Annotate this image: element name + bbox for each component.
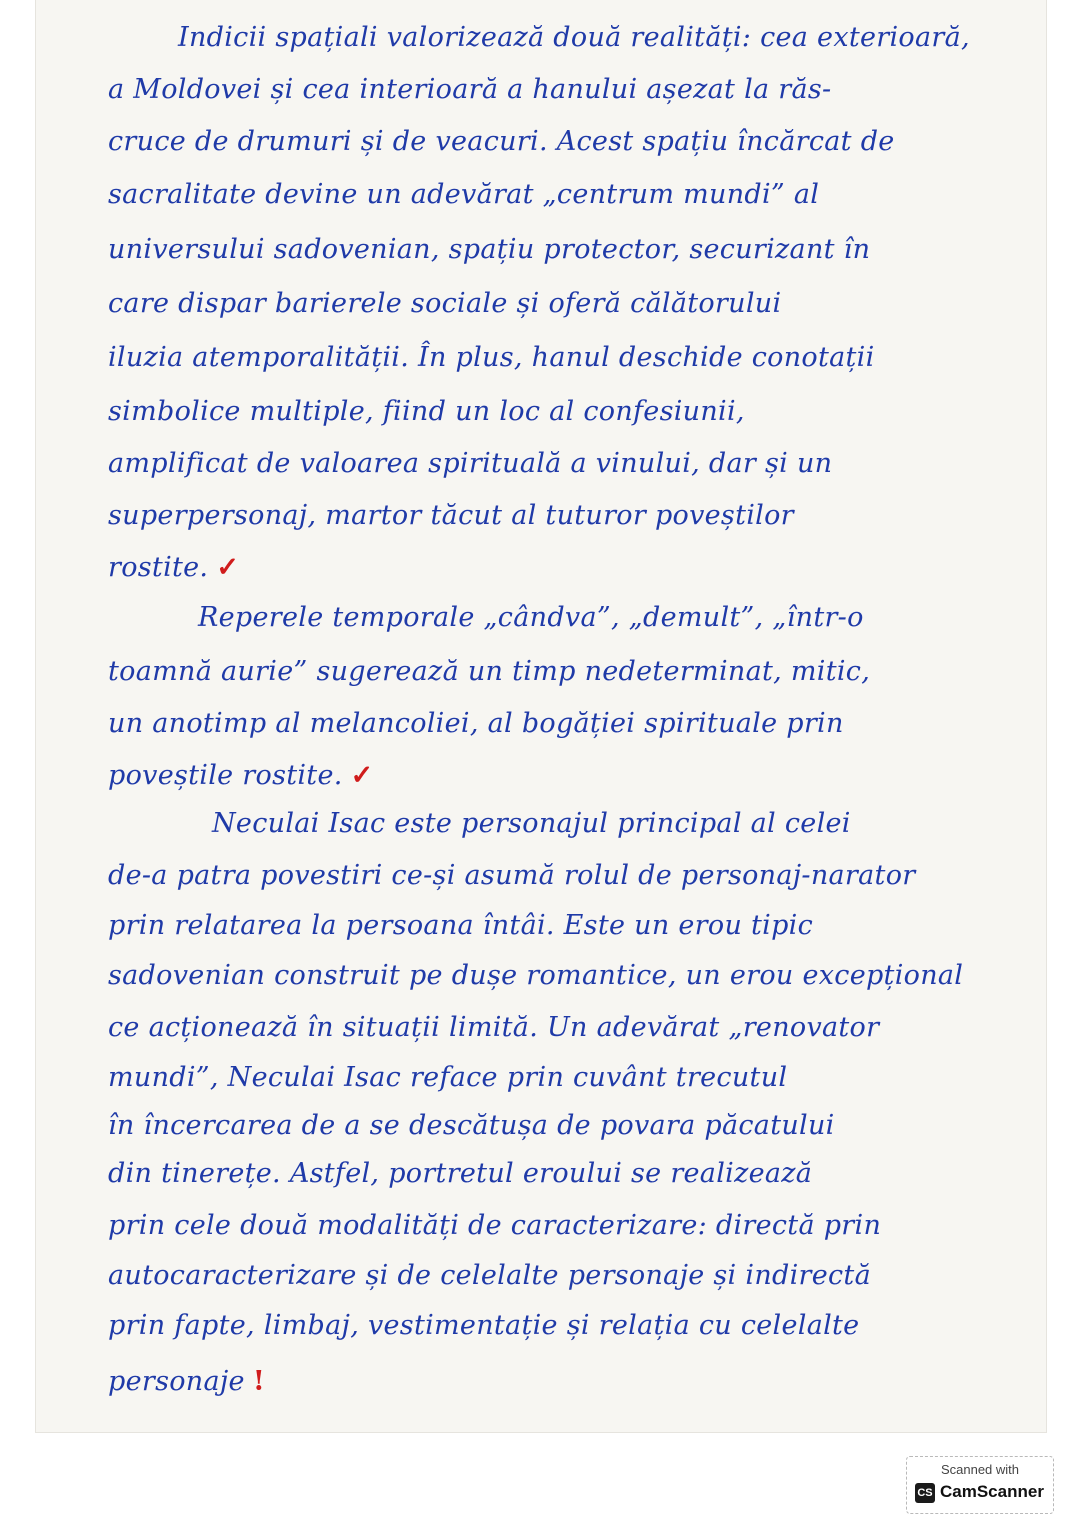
text-line: superpersonaj, martor tăcut al tuturor poveștilor	[108, 500, 794, 531]
text-line: rostite. ✓	[108, 552, 240, 583]
text-line: ce acționează în situații limită. Un adevărat „renovator	[108, 1012, 880, 1043]
text-line: amplificat de valoarea spirituală a vinului, dar și un	[108, 448, 833, 479]
text-line: universului sadovenian, spațiu protector, securizant în	[108, 234, 871, 265]
text-line: personaje !	[108, 1366, 265, 1397]
text-line: toamnă aurie” sugerează un timp nedeterminat, mitic,	[108, 656, 871, 687]
text-line: un anotimp al melancoliei, al bogăției spirituale prin	[108, 708, 844, 739]
check-mark: ✓	[216, 552, 240, 583]
text-line: poveștile rostite. ✓	[108, 760, 374, 791]
text-line: sadovenian construit pe dușe romantice, un erou excepțional	[108, 960, 964, 991]
camscanner-watermark	[906, 1456, 1054, 1514]
text-line: mundi”, Neculai Isac reface prin cuvânt trecutul	[108, 1062, 788, 1093]
watermark-brand: CamScanner	[940, 1482, 1044, 1501]
camscanner-logo-icon: CS	[915, 1483, 935, 1503]
text-line: prin fapte, limbaj, vestimentație și relația cu celelalte	[108, 1310, 860, 1341]
text-line: în încercarea de a se descătușa de povara păcatului	[108, 1110, 835, 1141]
text-line: Indicii spațiali valorizează două realități: cea exterioară,	[178, 22, 970, 53]
text-line: prin relatarea la persoana întâi. Este un erou tipic	[108, 910, 814, 941]
text-line: prin cele două modalități de caracterizare: directă prin	[108, 1210, 882, 1241]
text-line: simbolice multiple, fiind un loc al confesiunii,	[108, 396, 745, 427]
text-line: sacralitate devine un adevărat „centrum mundi” al	[108, 179, 820, 210]
watermark-caption: Scanned with	[940, 1462, 1020, 1477]
scanned-page	[36, 0, 1046, 1432]
check-mark: ✓	[350, 760, 374, 791]
text-line: de-a patra povestiri ce-și asumă rolul de personaj-narator	[108, 860, 916, 891]
text-line: Neculai Isac este personajul principal al celei	[212, 808, 851, 839]
exclamation-mark: !	[252, 1366, 265, 1397]
text-line: Reperele temporale „cândva”, „demult”, „într-o	[198, 602, 864, 633]
text-line: din tinerețe. Astfel, portretul eroului se realizează	[108, 1158, 813, 1189]
text-line: autocaracterizare și de celelalte personaje și indirectă	[108, 1260, 871, 1291]
text-line: care dispar barierele sociale și oferă călătorului	[108, 288, 782, 319]
text-line: iluzia atemporalității. În plus, hanul deschide conotații	[108, 342, 875, 373]
text-line: cruce de drumuri și de veacuri. Acest spațiu încărcat de	[108, 126, 895, 157]
text-line: a Moldovei și cea interioară a hanului așezat la răs-	[108, 74, 832, 105]
